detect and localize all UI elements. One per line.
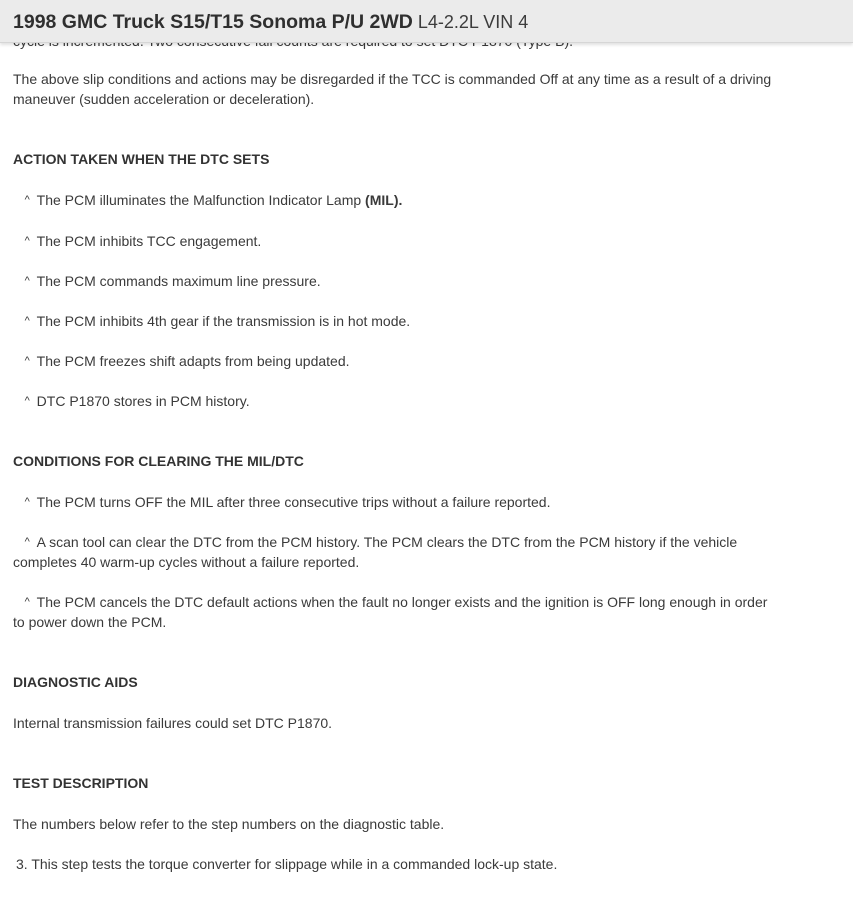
clearing-item: ^ A scan tool can clear the DTC from the PCM history. The PCM clears the DTC from the PCM history if the vehicle completes 40 warm-up cycles without a failure reported. bbox=[13, 534, 738, 570]
vehicle-title: 1998 GMC Truck S15/T15 Sonoma P/U 2WD L4-2.2L VIN 4 bbox=[13, 11, 529, 33]
vehicle-header bbox=[0, 0, 853, 43]
test-heading: TEST DESCRIPTION bbox=[13, 775, 149, 791]
action-item: ^ The PCM illuminates the Malfunction Indicator Lamp (MIL). bbox=[24, 192, 403, 208]
clearing-heading: CONDITIONS FOR CLEARING THE MIL/DTC bbox=[13, 453, 304, 469]
action-item: ^ The PCM inhibits 4th gear if the transmission is in hot mode. bbox=[24, 313, 411, 329]
action-heading: ACTION TAKEN WHEN THE DTC SETS bbox=[13, 151, 270, 167]
aids-heading: DIAGNOSTIC AIDS bbox=[13, 674, 138, 690]
intro-paragraph: The above slip conditions and actions may be disregarded if the TCC is commanded Off at any time as a result of a driving maneuver (sudden acceleration or deceleration). bbox=[13, 71, 772, 107]
clearing-item: ^ The PCM cancels the DTC default actions when the fault no longer exists and the ignition is OFF long enough in order to power down the PCM. bbox=[13, 594, 768, 630]
action-item: ^ The PCM freezes shift adapts from being updated. bbox=[24, 353, 350, 369]
test-step: 3. This step tests the torque converter for slippage while in a commanded lock-up state. bbox=[16, 856, 558, 872]
clearing-item: ^ The PCM turns OFF the MIL after three consecutive trips without a failure reported. bbox=[24, 494, 551, 510]
test-text: The numbers below refer to the step numbers on the diagnostic table. bbox=[13, 816, 445, 832]
action-item: ^ DTC P1870 stores in PCM history. bbox=[24, 393, 250, 409]
action-item: ^ The PCM commands maximum line pressure. bbox=[24, 273, 321, 289]
engine-label: L4-2.2L VIN 4 bbox=[417, 12, 529, 32]
action-item: ^ The PCM inhibits TCC engagement. bbox=[24, 233, 262, 249]
aids-text: Internal transmission failures could set DTC P1870. bbox=[13, 715, 333, 731]
